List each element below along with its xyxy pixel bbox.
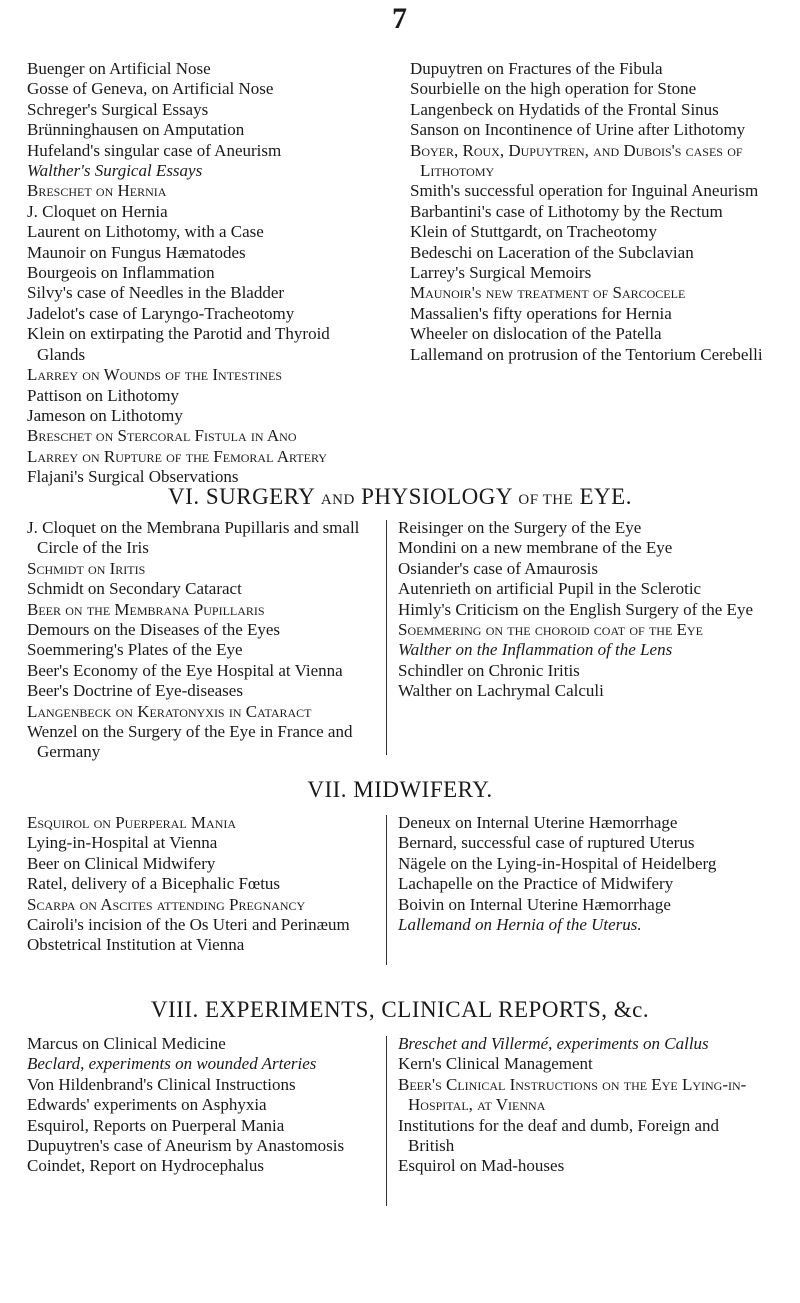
section-eye-left-column <box>27 518 372 763</box>
list-item: Silvy's case of Needles in the Bladder <box>27 283 285 303</box>
heading-word: EYE. <box>579 484 632 509</box>
list-item: Nägele on the Lying-in-Hospital of Heidelberg <box>398 853 717 873</box>
list-item: Beer's Economy of the Eye Hospital at Vienna <box>27 660 343 680</box>
list-item: Boyer, Roux, Dupuytren, and Dubois's cases of Lithotomy <box>410 140 743 181</box>
list-item: Mondini on a new membrane of the Eye <box>398 538 673 558</box>
list-item: Dupuytren on Fractures of the Fibula <box>410 59 663 78</box>
list-item: Langenbeck on Keratonyxis in Cataract <box>27 701 312 721</box>
list-item: Breschet and Villermé, experiments on Callus <box>398 1034 709 1053</box>
list-item: Jameson on Lithotomy <box>27 405 183 425</box>
list-item: Walther's Surgical Essays <box>27 161 203 181</box>
list-item: Deneux on Internal Uterine Hæmorrhage <box>398 813 678 832</box>
heading-number: VI. <box>168 484 200 509</box>
page-number: 7 <box>392 2 407 35</box>
list-item: Maunoir on Fungus Hæmatodes <box>27 242 246 262</box>
list-item: Larrey on Wounds of the Intestines <box>27 365 283 385</box>
column-divider <box>386 1036 387 1206</box>
list-item: Sourbielle on the high operation for Stone <box>410 79 697 99</box>
list-item: Larrey's Surgical Memoirs <box>410 263 592 283</box>
column-divider <box>386 815 387 965</box>
list-item: Larrey on Rupture of the Femoral Artery <box>27 446 327 466</box>
heading-connector: AND <box>320 492 355 508</box>
list-item: J. Cloquet on the Membrana Pupillaris and small Circle of the Iris <box>27 518 360 558</box>
section-heading-vi <box>0 483 800 514</box>
list-item: Lallemand on Hernia of the Uterus. <box>398 915 642 935</box>
list-item: Bourgeois on Inflammation <box>27 263 215 283</box>
list-item: Brünninghausen on Amputation <box>27 120 245 140</box>
list-item: Lachapelle on the Practice of Midwifery <box>398 874 674 894</box>
list-item: Jadelot's case of Laryngo-Tracheotomy <box>27 303 295 323</box>
list-item: Esquirol on Mad-houses <box>398 1156 565 1176</box>
list-item: Dupuytren's case of Aneurism by Anastomosis <box>27 1136 345 1156</box>
list-item: Lallemand on protrusion of the Tentorium Cerebelli <box>410 344 763 364</box>
list-item: Beer on Clinical Midwifery <box>27 853 216 873</box>
list-item: Laurent on Lithotomy, with a Case <box>27 222 264 242</box>
section-experiments-right-column <box>398 1034 763 1177</box>
list-item: Himly's Criticism on the English Surgery of the Eye <box>398 599 753 619</box>
list-item: Breschet on Stercoral Fistula in Ano <box>27 426 297 446</box>
section-heading-viii: VIII. EXPERIMENTS, CLINICAL REPORTS, &c. <box>150 997 650 1022</box>
list-item: Wheeler on dislocation of the Patella <box>410 324 662 344</box>
list-item: Klein of Stuttgardt, on Tracheotomy <box>410 222 657 242</box>
list-item: J. Cloquet on Hernia <box>27 201 168 221</box>
list-item: Reisinger on the Surgery of the Eye <box>398 518 642 537</box>
list-item: Schreger's Surgical Essays <box>27 99 209 119</box>
list-item: Schmidt on Secondary Cataract <box>27 579 242 599</box>
list-item: Esquirol on Puerperal Mania <box>27 813 237 832</box>
list-item: Langenbeck on Hydatids of the Frontal Sinus <box>410 99 719 119</box>
heading-connector: OF THE <box>518 492 574 508</box>
list-item: Demours on the Diseases of the Eyes <box>27 620 281 640</box>
list-item: Lying-in-Hospital at Vienna <box>27 833 218 853</box>
list-item: Maunoir's new treatment of Sarcocele <box>410 283 686 303</box>
list-item: Beer's Clinical Instructions on the Eye Lying-in-Hospital, at Vienna <box>398 1074 747 1115</box>
list-item: Schindler on Chronic Iritis <box>398 660 580 680</box>
list-item: Ratel, delivery of a Bicephalic Fœtus <box>27 874 281 894</box>
list-item: Buenger on Artificial Nose <box>27 59 211 78</box>
list-item: Soemmering on the choroid coat of the Eye <box>398 620 703 640</box>
list-item: Kern's Clinical Management <box>398 1054 593 1074</box>
list-item: Beclard, experiments on wounded Arteries <box>27 1054 317 1074</box>
section-heading-vii: VII. MIDWIFERY. <box>307 777 493 802</box>
column-divider <box>386 520 387 755</box>
list-item: Scarpa on Ascites attending Pregnancy <box>27 894 306 914</box>
list-item: Bernard, successful case of ruptured Uterus <box>398 833 695 853</box>
list-item: Von Hildenbrand's Clinical Instructions <box>27 1074 296 1094</box>
list-item: Gosse of Geneva, on Artificial Nose <box>27 79 274 99</box>
list-item: Schmidt on Iritis <box>27 558 146 578</box>
section-surgery-left-column <box>27 59 365 488</box>
list-item: Beer on the Membrana Pupillaris <box>27 599 265 619</box>
list-item: Coindet, Report on Hydrocephalus <box>27 1156 265 1176</box>
list-item: Smith's successful operation for Inguinal Aneurism <box>410 181 759 201</box>
list-item: Esquirol, Reports on Puerperal Mania <box>27 1115 285 1135</box>
list-item: Obstetrical Institution at Vienna <box>27 935 245 955</box>
section-midwifery-left-column <box>27 813 372 956</box>
list-item: Autenrieth on artificial Pupil in the Sclerotic <box>398 579 702 599</box>
list-item: Flajani's Surgical Observations <box>27 467 239 487</box>
list-item: Pattison on Lithotomy <box>27 385 180 405</box>
list-item: Hufeland's singular case of Aneurism <box>27 140 282 160</box>
section-midwifery-right-column <box>398 813 763 935</box>
section-eye-right-column <box>398 518 763 702</box>
list-item: Breschet on Hernia <box>27 181 167 201</box>
list-item: Cairoli's incision of the Os Uteri and Perinæum <box>27 915 350 935</box>
heading-word: PHYSIOLOGY <box>361 484 513 509</box>
list-item: Klein on extirpating the Parotid and Thyroid Glands <box>27 324 330 364</box>
section-surgery-right-column <box>410 59 765 365</box>
list-item: Marcus on Clinical Medicine <box>27 1034 226 1053</box>
list-item: Beer's Doctrine of Eye-diseases <box>27 681 243 701</box>
list-item: Walther on the Inflammation of the Lens <box>398 640 673 660</box>
list-item: Walther on Lachrymal Calculi <box>398 681 604 701</box>
section-experiments-left-column <box>27 1034 372 1177</box>
list-item: Sanson on Incontinence of Urine after Lithotomy <box>410 120 746 140</box>
list-item: Massalien's fifty operations for Hernia <box>410 303 672 323</box>
list-item: Institutions for the deaf and dumb, Foreign and British <box>398 1115 720 1156</box>
list-item: Edwards' experiments on Asphyxia <box>27 1095 267 1115</box>
heading-word: SURGERY <box>205 484 315 509</box>
list-item: Wenzel on the Surgery of the Eye in France and Germany <box>27 722 353 762</box>
list-item: Barbantini's case of Lithotomy by the Rectum <box>410 201 723 221</box>
list-item: Osiander's case of Amaurosis <box>398 558 598 578</box>
list-item: Boivin on Internal Uterine Hæmorrhage <box>398 894 671 914</box>
list-item: Soemmering's Plates of the Eye <box>27 640 243 660</box>
list-item: Bedeschi on Laceration of the Subclavian <box>410 242 694 262</box>
